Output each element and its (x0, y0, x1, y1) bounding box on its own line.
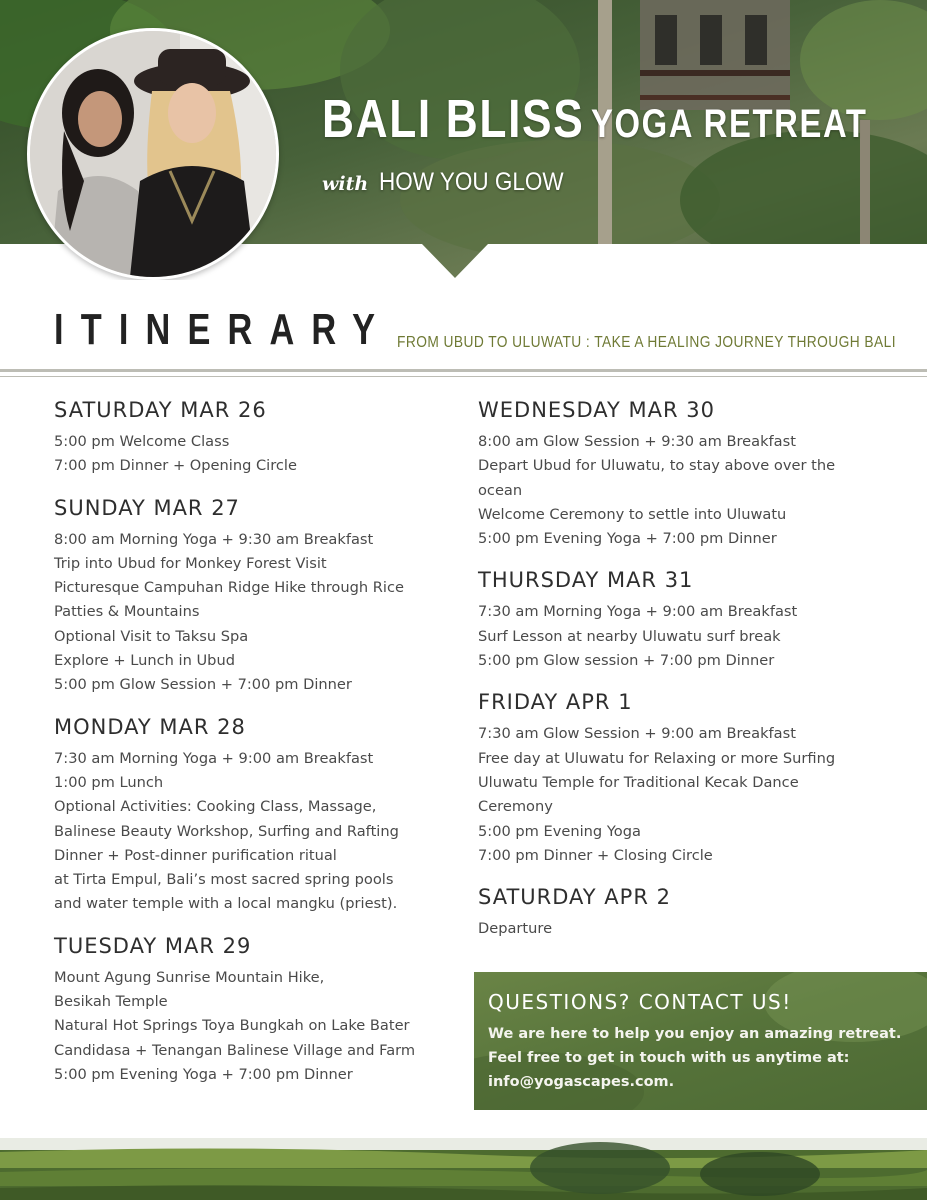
day-activity: Picturesque Campuhan Ridge Hike through Rice (54, 579, 404, 597)
day-activity: Welcome Ceremony to settle into Uluwatu (478, 505, 787, 523)
retreat-title-sub: YOGA RETREAT (590, 102, 868, 146)
day-block (478, 688, 898, 868)
portrait-illustration (30, 31, 276, 277)
day-activity: 5:00 pm Evening Yoga + 7:00 pm Dinner (478, 530, 777, 548)
day-title: SATURDAY APR 2 (478, 885, 671, 910)
contact-title: QUESTIONS? CONTACT US! (488, 990, 792, 1014)
retreat-title-main: BALI BLISS (322, 89, 585, 149)
day-activity: Dinner + Post-dinner purification ritual (54, 846, 337, 864)
hero-banner (0, 0, 927, 280)
day-activity: 7:00 pm Dinner + Opening Circle (54, 457, 297, 475)
itinerary-tagline: FROM UBUD TO ULUWATU : TAKE A HEALING JOURNEY THROUGH BALI (397, 334, 896, 351)
hosts-portrait-photo (27, 28, 279, 280)
day-activity: 7:00 pm Dinner + Closing Circle (478, 846, 713, 864)
itinerary-title: ITINERARY (54, 305, 393, 354)
day-activity: Patties & Mountains (54, 603, 200, 621)
day-activity: 5:00 pm Glow Session + 7:00 pm Dinner (54, 676, 352, 694)
day-activity: Besikah Temple (54, 993, 168, 1011)
day-activity: 5:00 pm Welcome Class (54, 433, 230, 450)
day-activity: Natural Hot Springs Toya Bungkah on Lake Bater (54, 1017, 410, 1035)
day-block (478, 883, 898, 941)
day-block (54, 494, 474, 698)
retreat-title (322, 88, 927, 150)
host-byline (322, 168, 584, 197)
day-activity: Optional Activities: Cooking Class, Massage, (54, 798, 377, 816)
day-activity: Balinese Beauty Workshop, Surfing and Rafting (54, 822, 399, 840)
day-activity: Surf Lesson at nearby Uluwatu surf break (478, 627, 781, 645)
day-title: MONDAY MAR 28 (54, 714, 246, 739)
day-activity: 7:30 am Morning Yoga + 9:00 am Breakfast (478, 603, 798, 621)
day-activity: 5:00 pm Evening Yoga (478, 822, 641, 840)
day-block (54, 932, 474, 1087)
day-block (478, 396, 898, 551)
contact-email-link[interactable]: info@yogascapes.com. (488, 1074, 675, 1090)
day-activity: Departure (478, 920, 553, 938)
day-block (54, 396, 474, 479)
retreat-title-text (322, 88, 868, 150)
divider-thick (0, 369, 927, 372)
day-title: FRIDAY APR 1 (478, 690, 633, 715)
day-activity: Mount Agung Sunrise Mountain Hike, (54, 968, 325, 986)
day-activity: Optional Visit to Taksu Spa (54, 627, 249, 645)
day-block (54, 713, 474, 917)
day-block (478, 566, 898, 673)
day-activity: at Tirta Empul, Bali’s most sacred spring pools (54, 871, 394, 889)
contact-text: We are here to help you enjoy an amazing retreat. (488, 1026, 902, 1042)
divider-thin (0, 376, 927, 377)
day-activity: 5:00 pm Glow session + 7:00 pm Dinner (478, 652, 775, 670)
contact-content (488, 988, 917, 1094)
day-activity: Depart Ubud for Uluwatu, to stay above over the (478, 457, 836, 475)
contact-text: Feel free to get in touch with us anytime at: (488, 1050, 850, 1066)
day-activity: 5:00 pm Evening Yoga + 7:00 pm Dinner (54, 1065, 353, 1083)
day-activity: ocean (478, 481, 523, 499)
day-title: SATURDAY MAR 26 (54, 398, 267, 422)
rice-terrace-illustration (0, 1138, 927, 1200)
day-title: WEDNESDAY MAR 30 (478, 398, 716, 422)
day-activity: Ceremony (478, 798, 553, 816)
byline-brand: HOW YOU GLOW (379, 168, 564, 196)
day-activity: 7:30 am Morning Yoga + 9:00 am Breakfast (54, 749, 374, 767)
itinerary-left-column (54, 396, 474, 1102)
day-activity: Free day at Uluwatu for Relaxing or more Surfing (478, 749, 836, 767)
day-activity: Explore + Lunch in Ubud (54, 652, 235, 670)
day-activity: Trip into Ubud for Monkey Forest Visit (54, 554, 327, 572)
itinerary-right-column (478, 396, 898, 956)
day-activity: 8:00 am Glow Session + 9:30 am Breakfast (478, 433, 796, 450)
contact-box (474, 972, 927, 1110)
byline-with: with (322, 173, 369, 195)
day-activity: 7:30 am Glow Session + 9:00 am Breakfast (478, 725, 796, 743)
day-activity: 8:00 am Morning Yoga + 9:30 am Breakfast (54, 530, 374, 548)
day-title: TUESDAY MAR 29 (54, 933, 252, 958)
day-activity: 1:00 pm Lunch (54, 773, 164, 791)
day-title: THURSDAY MAR 31 (478, 568, 694, 593)
day-activity: Candidasa + Tenangan Balinese Village and Farm (54, 1041, 416, 1059)
day-title: SUNDAY MAR 27 (54, 495, 240, 520)
day-activity: and water temple with a local mangku (priest). (54, 895, 398, 913)
day-activity: Uluwatu Temple for Traditional Kecak Dance (478, 773, 799, 791)
rice-terrace-footer-image (0, 1138, 927, 1200)
